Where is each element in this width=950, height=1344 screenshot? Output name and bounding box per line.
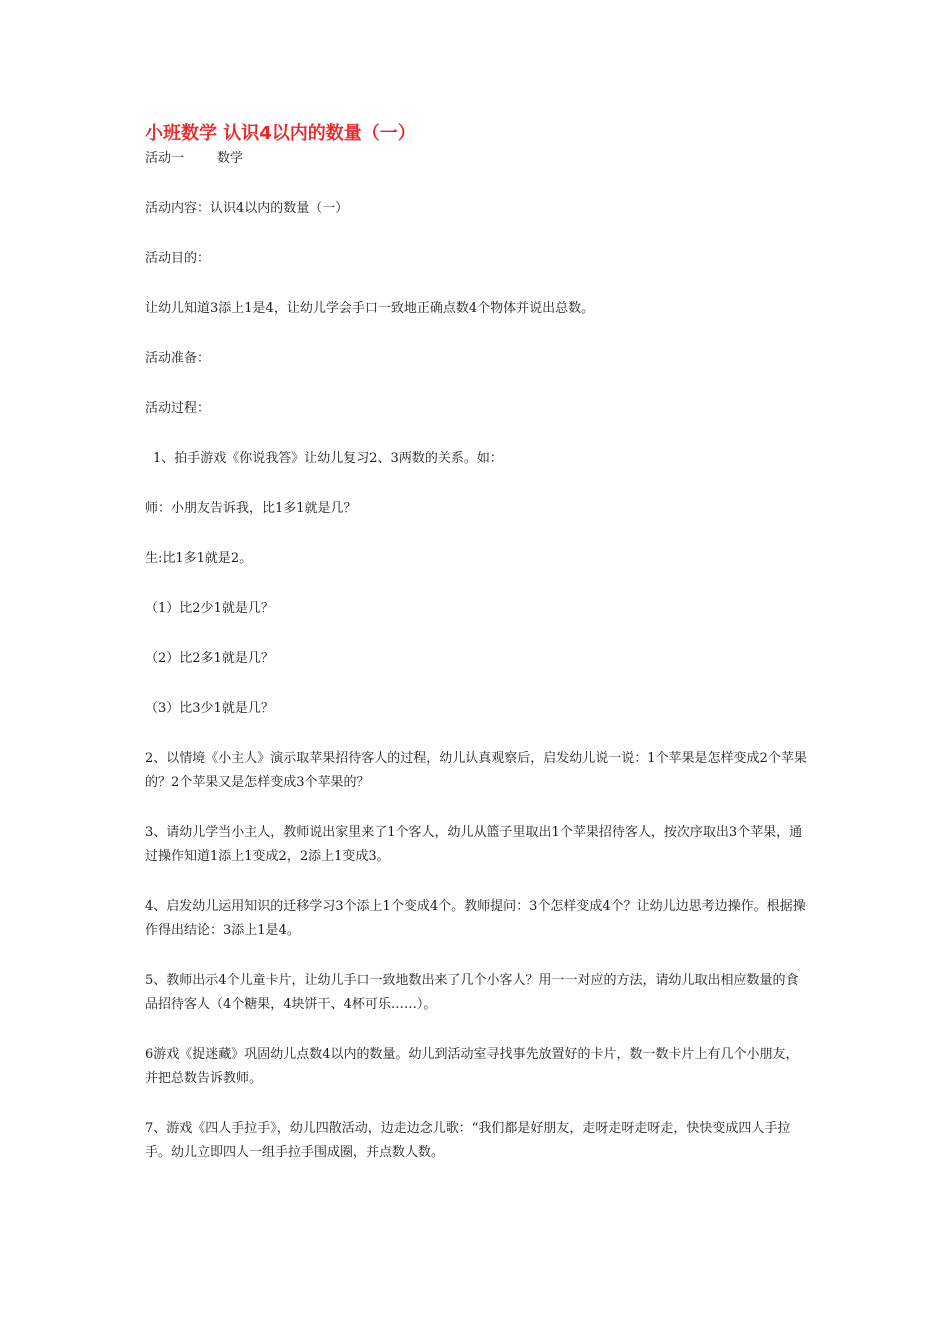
paragraph-step-2: 2、以情境《小主人》演示取苹果招待客人的过程，幼儿认真观察后，启发幼儿说一说：1个苹果是怎样变成2个苹果的？2个苹果又是怎样变成3个苹果的？ [145, 751, 807, 790]
paragraph-step-7: 7、游戏《四人手拉手》，幼儿四散活动，边走边念儿歌：“我们都是好朋友，走呀走呀走呀走，快快变成四人手拉手。幼儿立即四人一组手拉手围成圈，并点数人数。 [145, 1121, 791, 1160]
paragraph-student-answer: 生:比1多1就是2。 [145, 551, 253, 566]
paragraph-question-2: （2）比2多1就是几？ [145, 651, 274, 666]
paragraph-activity-content: 活动内容：认识4以内的数量（一） [145, 201, 349, 216]
document-body [145, 121, 810, 1165]
paragraph-teacher-question: 师：小朋友告诉我，比1多1就是几？ [145, 501, 357, 516]
paragraph-activity-goal: 让幼儿知道3添上1是4，让幼儿学会手口一致地正确点数4个物体并说出总数。 [145, 301, 595, 316]
paragraph-question-1: （1）比2少1就是几？ [145, 601, 274, 616]
paragraph-step-1: 1、拍手游戏《你说我答》让幼儿复习2、3两数的关系。如： [153, 451, 503, 466]
paragraph-activity-goal-heading: 活动目的： [145, 251, 211, 266]
document-title: 小班数学 认识4以内的数量（一） [145, 123, 416, 144]
paragraph-activity-preparation: 活动准备： [145, 351, 211, 366]
paragraph-step-6: 6游戏《捉迷藏》巩固幼儿点数4以内的数量。幼儿到活动室寻找事先放置好的卡片，数一数卡片上有几个小朋友，并把总数告诉教师。 [145, 1047, 799, 1086]
paragraph-activity-process: 活动过程： [145, 401, 211, 416]
paragraph-step-4: 4、启发幼儿运用知识的迁移学习3个添上1个变成4个。教师提问：3个怎样变成4个？让幼儿边思考边操作。根据操作得出结论：3添上1是4。 [145, 899, 806, 938]
paragraph-step-5: 5、教师出示4个儿童卡片，让幼儿手口一致地数出来了几个小客人？用一一对应的方法，请幼儿取出相应数量的食品招待客人（4个糖果，4块饼干、4杯可乐……）。 [145, 973, 799, 1012]
paragraph-step-3: 3、请幼儿学当小主人，教师说出家里来了1个客人，幼儿从篮子里取出1个苹果招待客人，按次序取出3个苹果，通过操作知道1添上1变成2，2添上1变成3。 [145, 825, 803, 864]
activity-subtitle: 活动一 数学 [145, 151, 244, 166]
paragraph-question-3: （3）比3少1就是几？ [145, 701, 274, 716]
